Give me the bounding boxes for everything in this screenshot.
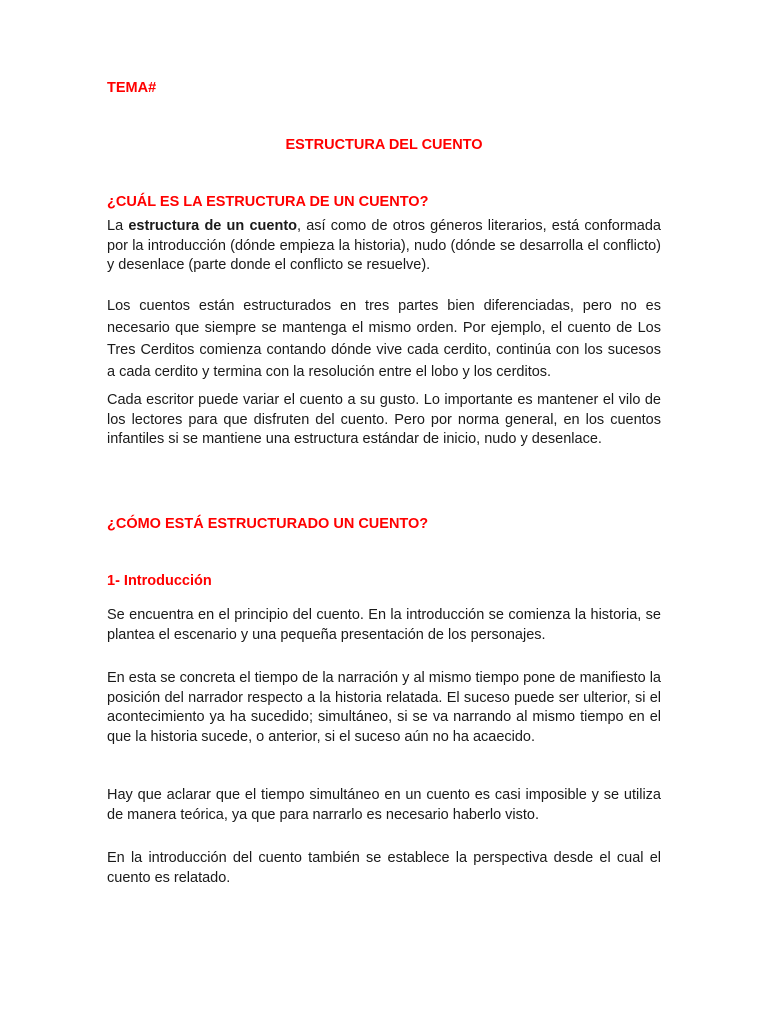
paragraph-rest: , así como de otros géneros literarios, está conformada por la introducción (dónde empieza la historia), nudo (dónde se desarrolla el conflicto) y desenlace (parte donde el conflicto se resuelve). bbox=[107, 218, 661, 273]
paragraph-estructura bbox=[107, 217, 661, 276]
paragraph-escritor: Cada escritor puede variar el cuento a su gusto. Lo importante es mantener el vilo de los lectores para que disfruten del cuento. Pero por norma general, en los cuentos infantiles si se mantiene una estructura estándar de inicio, nudo y desenlace. bbox=[107, 392, 661, 447]
section-heading-cual: ¿CUÁL ES LA ESTRUCTURA DE UN CUENTO? bbox=[107, 194, 429, 210]
tema-heading: TEMA# bbox=[107, 80, 157, 96]
paragraph-principio: Se encuentra en el principio del cuento. En la introducción se comienza la historia, se plantea el escenario y una pequeña presentación de los personajes. bbox=[107, 607, 661, 643]
paragraph-tiempo: En esta se concreta el tiempo de la narración y al mismo tiempo pone de manifiesto la posición del narrador respecto a la historia relatada. El suceso puede ser ulterior, si el acontecimiento ya ha sucedido; simultáneo, si se va narrando al mismo tiempo en el que la historia sucede, o anterior, si el suceso aún no ha acaecido. bbox=[107, 670, 661, 745]
section-heading-como: ¿CÓMO ESTÁ ESTRUCTURADO UN CUENTO? bbox=[107, 516, 429, 532]
document-title: ESTRUCTURA DEL CUENTO bbox=[285, 137, 483, 153]
subheading-introduccion: 1- Introducción bbox=[107, 573, 212, 589]
paragraph-perspectiva: En la introducción del cuento también se establece la perspectiva desde el cual el cuento es relatado. bbox=[107, 850, 661, 886]
paragraph-lead: La bbox=[107, 218, 129, 234]
paragraph-simultaneo: Hay que aclarar que el tiempo simultáneo en un cuento es casi imposible y se utiliza de manera teórica, ya que para narrarlo es necesario haberlo visto. bbox=[107, 787, 661, 823]
paragraph-bold-term: estructura de un cuento bbox=[128, 218, 297, 234]
paragraph-partes: Los cuentos están estructurados en tres partes bien diferenciadas, pero no es necesario que siempre se mantenga el mismo orden. Por ejemplo, el cuento de Los Tres Cerditos comienza contando dónde vive cada cerdito, continúa con los sucesos a cada cerdito y termina con la resolución entre el lobo y los cerditos. bbox=[107, 298, 661, 380]
